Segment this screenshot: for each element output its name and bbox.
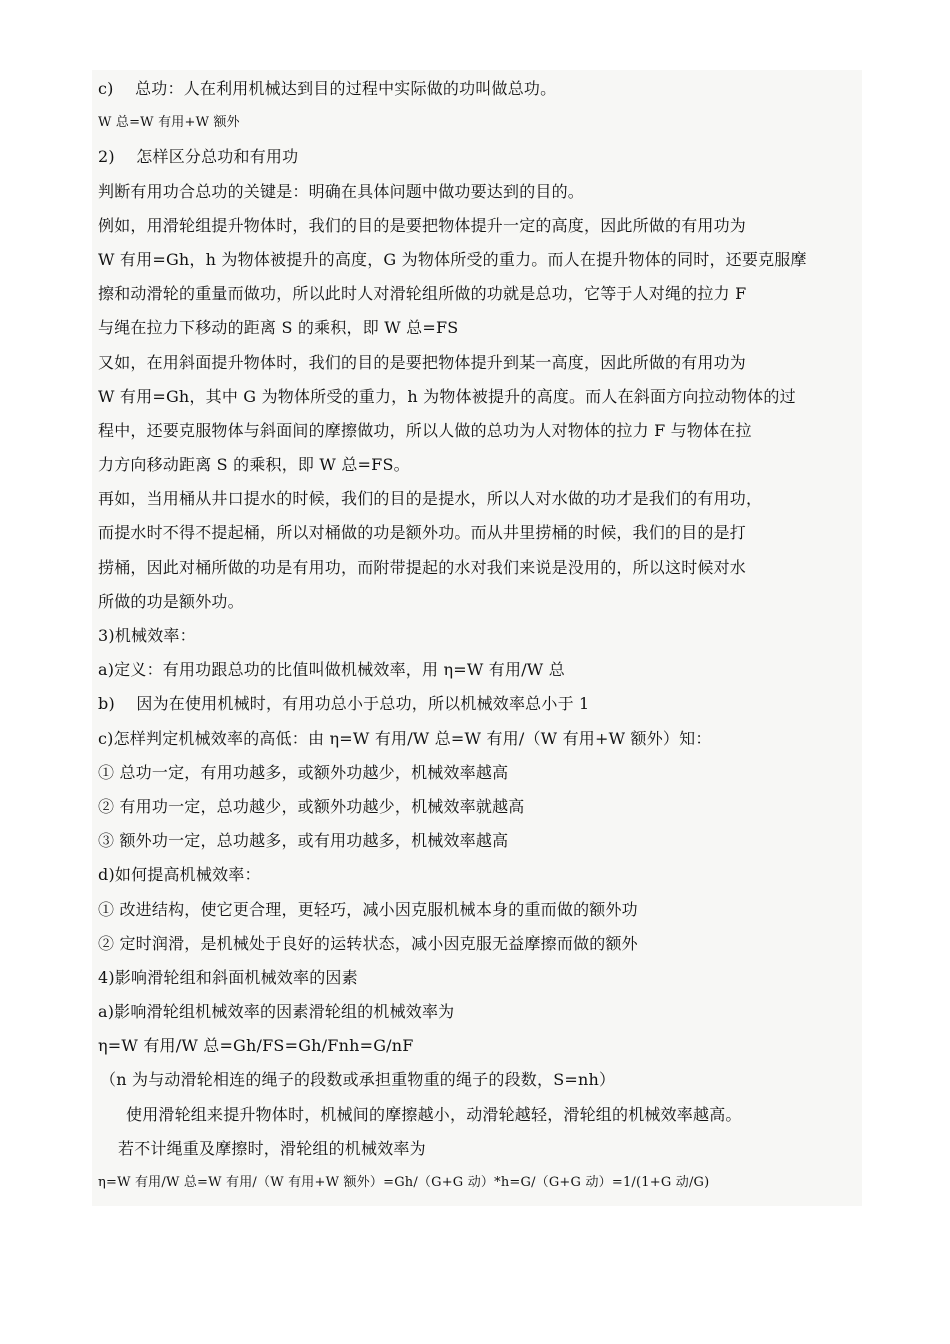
list-item: ① 改进结构，使它更合理，更轻巧，减小因克服机械本身的重而做的额外功 [98, 899, 638, 919]
text-line: 例如，用滑轮组提升物体时，我们的目的是要把物体提升一定的高度，因此所做的有用功为 [98, 215, 747, 235]
text-line: 程中，还要克服物体与斜面间的摩擦做功，所以人做的总功为人对物体的拉力 F 与物体在拉 [98, 420, 752, 440]
text-line: 所做的功是额外功。 [98, 591, 244, 611]
formula-line: W 总=W 有用+W 额外 [98, 115, 240, 131]
text-line: 而提水时不得不提起桶，所以对桶做的功是额外功。而从井里捞桶的时候，我们的目的是打 [98, 523, 747, 543]
text-line: c)怎样判定机械效率的高低：由 η=W 有用/W 总=W 有用/（W 有用+W 额外）知： [98, 728, 712, 748]
text-line: W 有用=Gh，h 为物体被提升的高度，G 为物体所受的重力。而人在提升物体的同时，还要克服摩 [98, 249, 807, 269]
text-line: d)如何提高机械效率： [98, 865, 261, 885]
text-line: a)定义：有用功跟总功的比值叫做机械效率，用 η=W 有用/W 总 [98, 660, 565, 680]
text-line: W 有用=Gh，其中 G 为物体所受的重力，h 为物体被提升的高度。而人在斜面方向拉动物体的过 [98, 386, 796, 406]
list-item: ② 定时润滑，是机械处于良好的运转状态，减小因克服无益摩擦而做的额外 [98, 933, 638, 953]
section-heading: 4)影响滑轮组和斜面机械效率的因素 [98, 967, 358, 987]
text-line: a)影响滑轮组机械效率的因素滑轮组的机械效率为 [98, 1002, 455, 1022]
text-line: 使用滑轮组来提升物体时，机械间的摩擦越小，动滑轮越轻，滑轮组的机械效率越高。 [126, 1104, 742, 1124]
text-line: 判断有用功合总功的关键是：明确在具体问题中做功要达到的目的。 [98, 181, 585, 201]
text-line: 捞桶，因此对桶所做的功是有用功，而附带提起的水对我们来说是没用的，所以这时候对水 [98, 557, 747, 577]
text-line: 若不计绳重及摩擦时，滑轮组的机械效率为 [118, 1138, 426, 1158]
text-line: b) 因为在使用机械时，有用功总小于总功，所以机械效率总小于 1 [98, 694, 590, 714]
text-line: 力方向移动距离 S 的乘积，即 W 总=FS。 [98, 455, 410, 475]
text-line: （n 为与动滑轮相连的绳子的段数或承担重物重的绳子的段数，S=nh） [100, 1070, 616, 1090]
text-line: 擦和动滑轮的重量而做功，所以此时人对滑轮组所做的功就是总功，它等于人对绳的拉力 F [98, 284, 747, 304]
formula-line: η=W 有用/W 总=W 有用/（W 有用+W 额外）=Gh/（G+G 动）*h=G/（G+G 动）=1/(1+G 动/G) [98, 1175, 710, 1190]
text-line: 与绳在拉力下移动的距离 S 的乘积，即 W 总=FS [98, 318, 459, 338]
document-body [92, 70, 862, 1206]
list-item: ① 总功一定，有用功越多，或额外功越少，机械效率越高 [98, 762, 509, 782]
section-heading: 3)机械效率： [98, 626, 196, 645]
text-line: c) 总功：人在利用机械达到目的过程中实际做的功叫做总功。 [98, 79, 557, 98]
formula-line: η=W 有用/W 总=Gh/FS=Gh/Fnh=G/nF [98, 1036, 414, 1056]
list-item: ③ 额外功一定，总功越多，或有用功越多，机械效率越高 [98, 831, 509, 851]
text-line: 又如，在用斜面提升物体时，我们的目的是要把物体提升到某一高度，因此所做的有用功为 [98, 352, 747, 372]
section-heading: 2) 怎样区分总功和有用功 [98, 147, 299, 167]
text-line: 再如，当用桶从井口提水的时候，我们的目的是提水，所以人对水做的功才是我们的有用功， [98, 489, 763, 509]
list-item: ② 有用功一定，总功越少，或额外功越少，机械效率就越高 [98, 796, 525, 816]
